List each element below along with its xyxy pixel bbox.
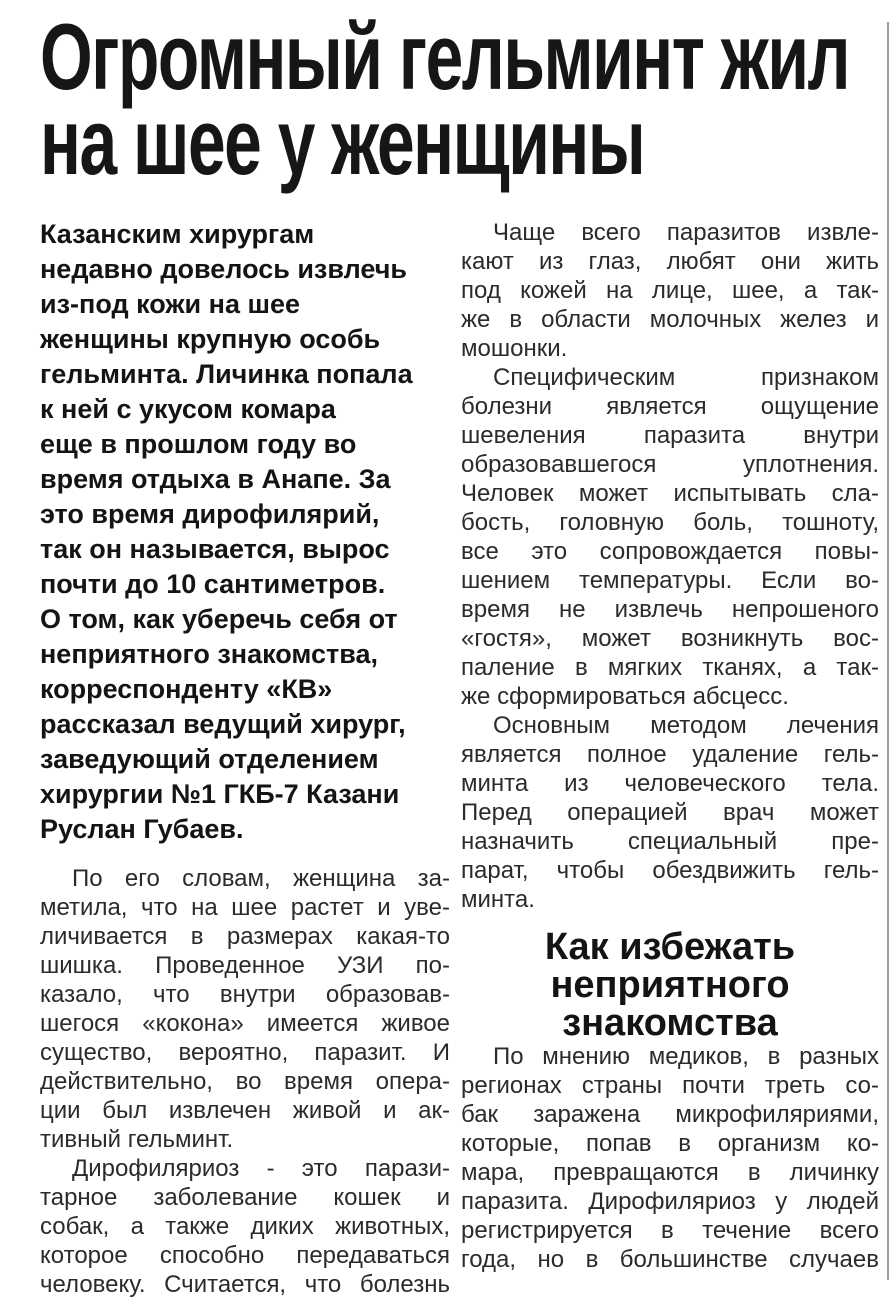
text-line: Чаще всего паразитов извле- (493, 219, 879, 246)
text-line: паление в мягких тканях, а так- (461, 654, 879, 681)
text-line: шевеления паразита внутри (461, 422, 879, 449)
text-line: Перед операцией врач может (461, 799, 879, 826)
text-line: минта. (461, 886, 535, 913)
text-line: гельминта. Личинка попала (40, 359, 413, 389)
paragraph (461, 363, 879, 711)
paragraph (461, 1042, 879, 1274)
paragraph (40, 1154, 450, 1299)
text-line: Руслан Губаев. (40, 814, 244, 844)
text-line: знакомства (562, 1002, 778, 1044)
text-line: шегося «кокона» имеется живое (40, 1010, 450, 1037)
text-line: Дирофиляриоз - это парази- (72, 1155, 450, 1182)
text-line: личивается в размерах какая-то (40, 923, 450, 950)
text-line: По его словам, женщина за- (72, 865, 450, 892)
text-line: на шее у женщины (40, 89, 645, 194)
text-line: все это сопровождается повы- (461, 538, 879, 565)
text-line: парат, чтобы обездвижить гель- (461, 857, 879, 884)
article-headline-text (40, 4, 850, 194)
text-line: корреспонденту «КВ» (40, 674, 333, 704)
text-line: это время дирофилярий, (40, 499, 380, 529)
text-line: мошонки. (461, 335, 568, 362)
text-line: О том, как уберечь себя от (40, 604, 398, 634)
text-line: кают из глаз, любят они жить (461, 248, 879, 275)
text-line: По мнению медиков, в разных (493, 1043, 879, 1070)
text-line: ции был извлечен живой и ак- (40, 1097, 450, 1124)
text-line: неприятного знакомства, (40, 639, 379, 669)
text-line: собак, а также диких животных, (40, 1213, 450, 1240)
text-line: существо, вероятно, паразит. И (40, 1039, 450, 1066)
text-line: года, но в большинстве случаев (461, 1246, 879, 1273)
text-line: мара, превращаются в личинку (461, 1159, 879, 1186)
page-edge-rule (887, 22, 889, 1280)
text-line: регионах страны почти треть со- (461, 1072, 879, 1099)
right-column (461, 218, 879, 1274)
text-line: паразита. Дирофиляриоз у людей (461, 1188, 879, 1215)
text-line: так он называется, вырос (40, 534, 390, 564)
text-line: минта из человеческого тела. (461, 770, 879, 797)
text-line: шением температуры. Если во- (461, 567, 879, 594)
text-line: регистрируется в течение всего (461, 1217, 879, 1244)
lead-paragraph (40, 217, 450, 847)
left-column (40, 217, 450, 1299)
text-line: к ней с укусом комара (40, 394, 336, 424)
text-line: болезни является ощущение (461, 393, 879, 420)
text-line: неприятного (550, 964, 790, 1006)
text-line: которые, попав в организм ко- (461, 1130, 879, 1157)
text-line: является полное удаление гель- (461, 741, 879, 768)
text-line: тивный гельминт. (40, 1126, 234, 1153)
text-line: рассказал ведущий хирург, (40, 709, 406, 739)
text-line: метила, что на шее растет и уве- (40, 894, 450, 921)
text-line: еще в прошлом году во (40, 429, 357, 459)
text-line: действительно, во время опера- (40, 1068, 450, 1095)
text-line: женщины крупную особь (40, 324, 381, 354)
text-line: Специфическим признаком (493, 364, 879, 391)
paragraph (461, 218, 879, 363)
text-line: же в области молочных желез и (461, 306, 879, 333)
text-line: почти до 10 сантиметров. (40, 569, 386, 599)
text-line: бость, головную боль, тошноту, (461, 509, 879, 536)
text-line: образовавшегося уплотнения. (461, 451, 879, 478)
text-line: Казанским хирургам (40, 219, 315, 249)
text-line: шишка. Проведенное УЗИ по- (40, 952, 450, 979)
paragraph (40, 864, 450, 1154)
paragraph (461, 711, 879, 914)
text-line: которое способно передаваться (40, 1242, 450, 1269)
text-line: время не извлечь непрошеного (461, 596, 879, 623)
article-headline (40, 4, 894, 194)
left-column-body (40, 864, 450, 1299)
text-line: же сформироваться абсцесс. (461, 683, 789, 710)
text-line: Основным методом лечения (493, 712, 879, 739)
text-line: заведующий отделением (40, 744, 379, 774)
text-line: из-под кожи на шее (40, 289, 300, 319)
text-line: тарное заболевание кошек и (40, 1184, 450, 1211)
text-line: бак заражена микрофиляриями, (461, 1101, 879, 1128)
text-line: назначить специальный пре- (461, 828, 879, 855)
text-line: Как избежать (544, 926, 796, 968)
text-line: Огромный гельминт жил (40, 4, 850, 109)
text-line: человеку. Считается, что болезнь (40, 1271, 450, 1298)
section-subheading (461, 928, 879, 1042)
text-line: «гостя», может возникнуть вос- (461, 625, 879, 652)
text-line: казало, что внутри образовав- (40, 981, 450, 1008)
text-line: недавно довелось извлечь (40, 254, 407, 284)
text-line: Человек может испытывать сла- (461, 480, 879, 507)
text-line: время отдыха в Анапе. За (40, 464, 391, 494)
text-line: хирургии №1 ГКБ-7 Казани (40, 779, 400, 809)
text-line: под кожей на лице, шее, а так- (461, 277, 879, 304)
